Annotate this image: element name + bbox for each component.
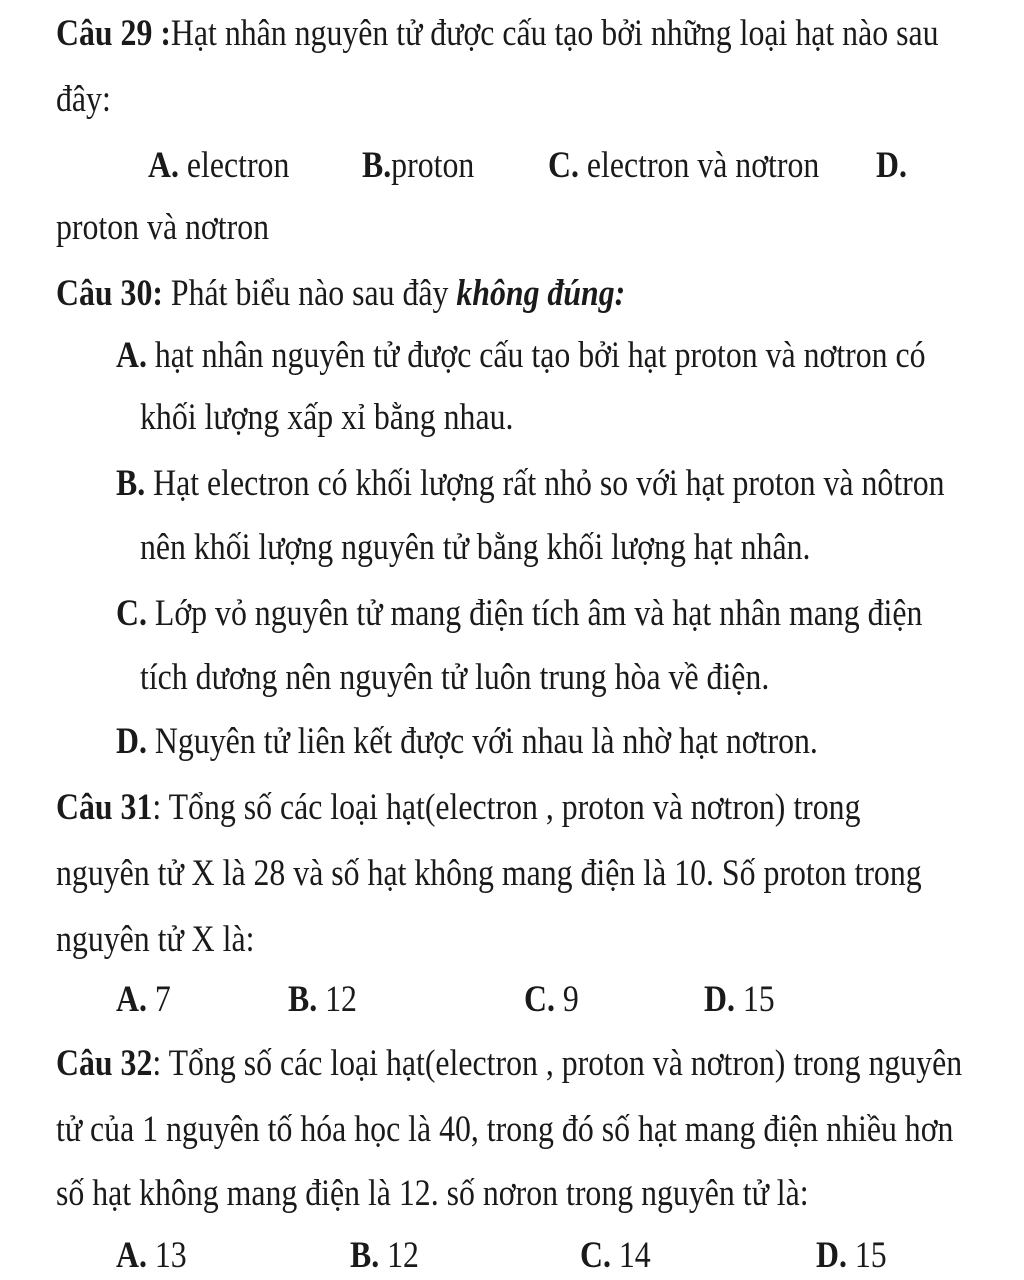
q29-option-d-letter: D.: [876, 145, 907, 186]
q31-option-b-letter: B.: [288, 979, 318, 1020]
q32-text-line2: tử của 1 nguyên tố hóa học là 40, trong đó số hạt mang điện nhiều hơn: [56, 1109, 954, 1150]
q31-text-line3: nguyên tử X là:: [56, 919, 255, 960]
q30-option-d-letter: D.: [116, 721, 147, 762]
q32-text-line1: : Tổng số các loại hạt(electron , proton và nơtron) trong nguyên: [152, 1043, 963, 1084]
q31-text-line1: : Tổng số các loại hạt(electron , proton và nơtron) trong: [152, 787, 861, 828]
q30-option-a-text1: hạt nhân nguyên tử được cấu tạo bởi hạt proton và nơtron có: [146, 335, 926, 376]
q29-option-a: [148, 144, 289, 188]
q30-option-c-text2: tích dương nên nguyên tử luôn trung hòa về điện.: [140, 657, 770, 698]
q30-text: Phát biểu nào sau đây: [162, 273, 457, 314]
q32-label: Câu 32: [56, 1043, 153, 1084]
q30-option-c-text1: Lớp vỏ nguyên tử mang điện tích âm và hạt nhân mang điện: [146, 593, 923, 634]
q30-option-b-letter: B.: [116, 463, 146, 504]
q32-option-d: [816, 1234, 887, 1278]
q30-label: Câu 30:: [56, 273, 163, 314]
q32-line2: [56, 1108, 953, 1152]
q30-option-a-letter: A.: [116, 335, 147, 376]
q32-line1: [56, 1042, 962, 1086]
q32-option-a-letter: A.: [116, 1235, 147, 1276]
q30-option-d-line1: [116, 720, 818, 764]
q32-option-a: [116, 1234, 187, 1278]
q29-option-b-text: proton: [391, 145, 475, 186]
q29-option-c: [548, 144, 819, 188]
q30-option-c-letter: C.: [116, 593, 147, 634]
q32-option-b: [350, 1234, 419, 1278]
q29-option-a-text: electron: [178, 145, 290, 186]
q29-option-b: [362, 144, 474, 188]
q31-option-c: [524, 978, 579, 1022]
q32-line3: [56, 1172, 809, 1216]
q30-line1: [56, 272, 625, 316]
q31-option-d-letter: D.: [704, 979, 735, 1020]
q30-option-c-line1: [116, 592, 922, 636]
q31-option-b: [288, 978, 357, 1022]
q30-emphasis: không đúng:: [456, 273, 626, 314]
q32-text-line3: số hạt không mang điện là 12. số nơron trong nguyên tử là:: [56, 1173, 809, 1214]
q29-option-c-text: electron và nơtron: [578, 145, 820, 186]
q29-option-d-wrap: [56, 206, 269, 250]
q32-option-c-text: 14: [610, 1235, 651, 1276]
q29-option-a-letter: A.: [148, 145, 179, 186]
q31-line3: [56, 918, 254, 962]
q29-text-line1: Hạt nhân nguyên tử được cấu tạo bởi những loại hạt nào sau: [170, 13, 939, 54]
q30-option-d-text1: Nguyên tử liên kết được với nhau là nhờ hạt nơtron.: [146, 721, 818, 762]
q32-option-c-letter: C.: [580, 1235, 611, 1276]
q29-label: Câu 29 :: [56, 13, 171, 54]
q30-option-a-line1: [116, 334, 926, 378]
q31-option-a-text: 7: [146, 979, 171, 1020]
q32-option-d-letter: D.: [816, 1235, 847, 1276]
q29-option-b-letter: B.: [362, 145, 392, 186]
q31-option-d-text: 15: [734, 979, 775, 1020]
q29-text-line2: đây:: [56, 79, 111, 120]
q31-text-line2: nguyên tử X là 28 và số hạt không mang điện là 10. Số proton trong: [56, 853, 922, 894]
q31-option-c-letter: C.: [524, 979, 555, 1020]
q30-option-a-line2: [140, 396, 513, 440]
q29-line1: [56, 12, 938, 56]
q32-option-d-text: 15: [846, 1235, 887, 1276]
q31-line2: [56, 852, 922, 896]
q30-option-b-text2: nên khối lượng nguyên tử bằng khối lượng hạt nhân.: [140, 527, 811, 568]
q31-label: Câu 31: [56, 787, 153, 828]
q30-option-b-line2: [140, 526, 810, 570]
q31-option-c-text: 9: [554, 979, 579, 1020]
q30-option-c-line2: [140, 656, 769, 700]
q31-option-d: [704, 978, 775, 1022]
q29-line2: [56, 78, 111, 122]
q32-option-b-letter: B.: [350, 1235, 380, 1276]
q29-option-d: [876, 144, 907, 188]
q29-option-c-letter: C.: [548, 145, 579, 186]
q32-option-b-text: 12: [379, 1235, 419, 1276]
q31-option-b-text: 12: [317, 979, 357, 1020]
q30-option-b-line1: [116, 462, 945, 506]
q30-option-b-text1: Hạt electron có khối lượng rất nhỏ so với hạt proton và nôtron: [145, 463, 945, 504]
q31-line1: [56, 786, 861, 830]
q32-option-c: [580, 1234, 651, 1278]
q31-option-a: [116, 978, 171, 1022]
q32-option-a-text: 13: [146, 1235, 187, 1276]
q31-option-a-letter: A.: [116, 979, 147, 1020]
q29-option-d-wrap-text: proton và nơtron: [56, 207, 270, 248]
q30-option-a-text2: khối lượng xấp xỉ bằng nhau.: [140, 397, 514, 438]
